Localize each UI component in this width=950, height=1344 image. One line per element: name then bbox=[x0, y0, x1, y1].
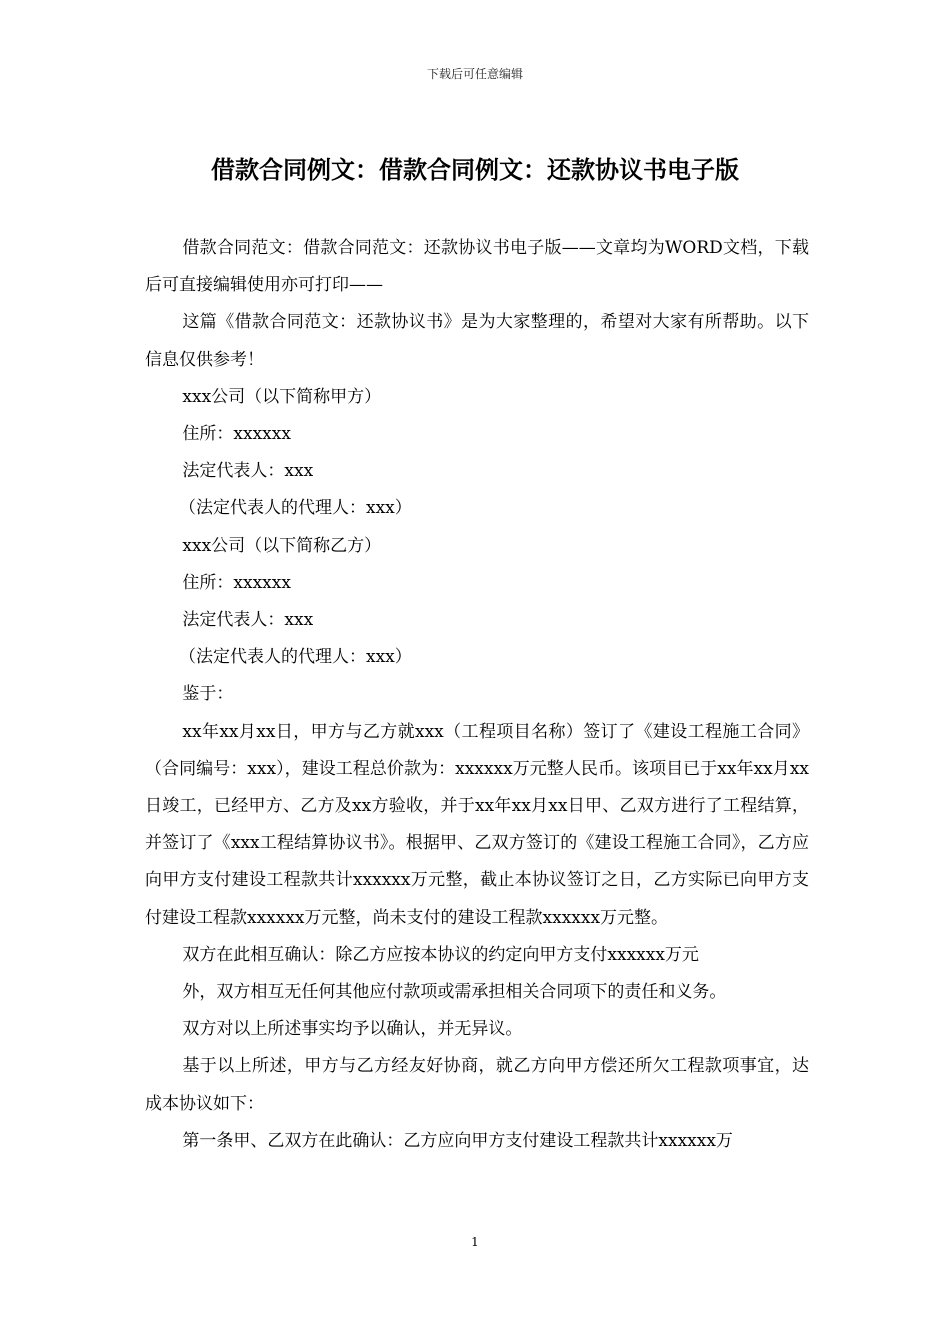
mutual-confirmation-line-2: 外，双方相互无任何其他应付款项或需承担相关合同项下的责任和义务。 bbox=[182, 982, 727, 1003]
mutual-confirmation-line-1: 双方在此相互确认：除乙方应按本协议的约定向甲方支付xxxxxx万元 bbox=[182, 944, 699, 965]
document-body bbox=[145, 230, 809, 1160]
party-b-address: 住所：xxxxxx bbox=[182, 572, 291, 593]
party-b-name: xxx公司（以下简称乙方） bbox=[182, 535, 382, 556]
party-a-agent: （法定代表人的代理人：xxx） bbox=[179, 498, 412, 519]
purpose-paragraph: 这篇《借款合同范文：还款协议书》是为大家整理的，希望对大家有所帮助。以下信息仅供参考！ bbox=[145, 312, 809, 370]
party-a-address: 住所：xxxxxx bbox=[182, 424, 291, 445]
party-a-legal-representative: 法定代表人：xxx bbox=[182, 461, 314, 482]
page-number: 1 bbox=[471, 1235, 479, 1249]
party-a-name: xxx公司（以下简称甲方） bbox=[182, 386, 382, 407]
whereas-heading: 鉴于： bbox=[182, 684, 234, 705]
no-objection-paragraph: 双方对以上所述事实均予以确认，并无异议。 bbox=[182, 1019, 523, 1040]
background-paragraph: xx年xx月xx日，甲方与乙方就xxx（工程项目名称）签订了《建设工程施工合同》（合同编号：xxx），建设工程总价款为：xxxxxx万元整人民币。该项目已于xx年xx月xx日竣工，已经甲方、乙方及xx方验收，并于xx年xx月xx日甲、乙双方进行了工程结算，并签订了《xxx工程结算协议书》。根据甲、乙双方签订的《建设工程施工合同》，乙方应向甲方支付建设工程款共计xxxxxx万元整，截止本协议签订之日，乙方实际已向甲方支付建设工程款xxxxxx万元整，尚未支付的建设工程款xxxxxx万元整。 bbox=[145, 721, 809, 928]
agreement-preamble: 基于以上所述，甲方与乙方经友好协商，就乙方向甲方偿还所欠工程款项事宜，达成本协议如下： bbox=[145, 1056, 809, 1114]
page-header-note: 下载后可任意编辑 bbox=[426, 67, 523, 81]
intro-paragraph: 借款合同范文：借款合同范文：还款协议书电子版——文章均为WORD文档，下载后可直接编辑使用亦可打印—— bbox=[145, 238, 809, 296]
article-one: 第一条甲、乙双方在此确认：乙方应向甲方支付建设工程款共计xxxxxx万 bbox=[182, 1130, 733, 1151]
party-b-agent: （法定代表人的代理人：xxx） bbox=[179, 647, 412, 668]
party-b-legal-representative: 法定代表人：xxx bbox=[182, 610, 314, 631]
document-title: 借款合同例文：借款合同例文：还款协议书电子版 bbox=[211, 155, 739, 184]
